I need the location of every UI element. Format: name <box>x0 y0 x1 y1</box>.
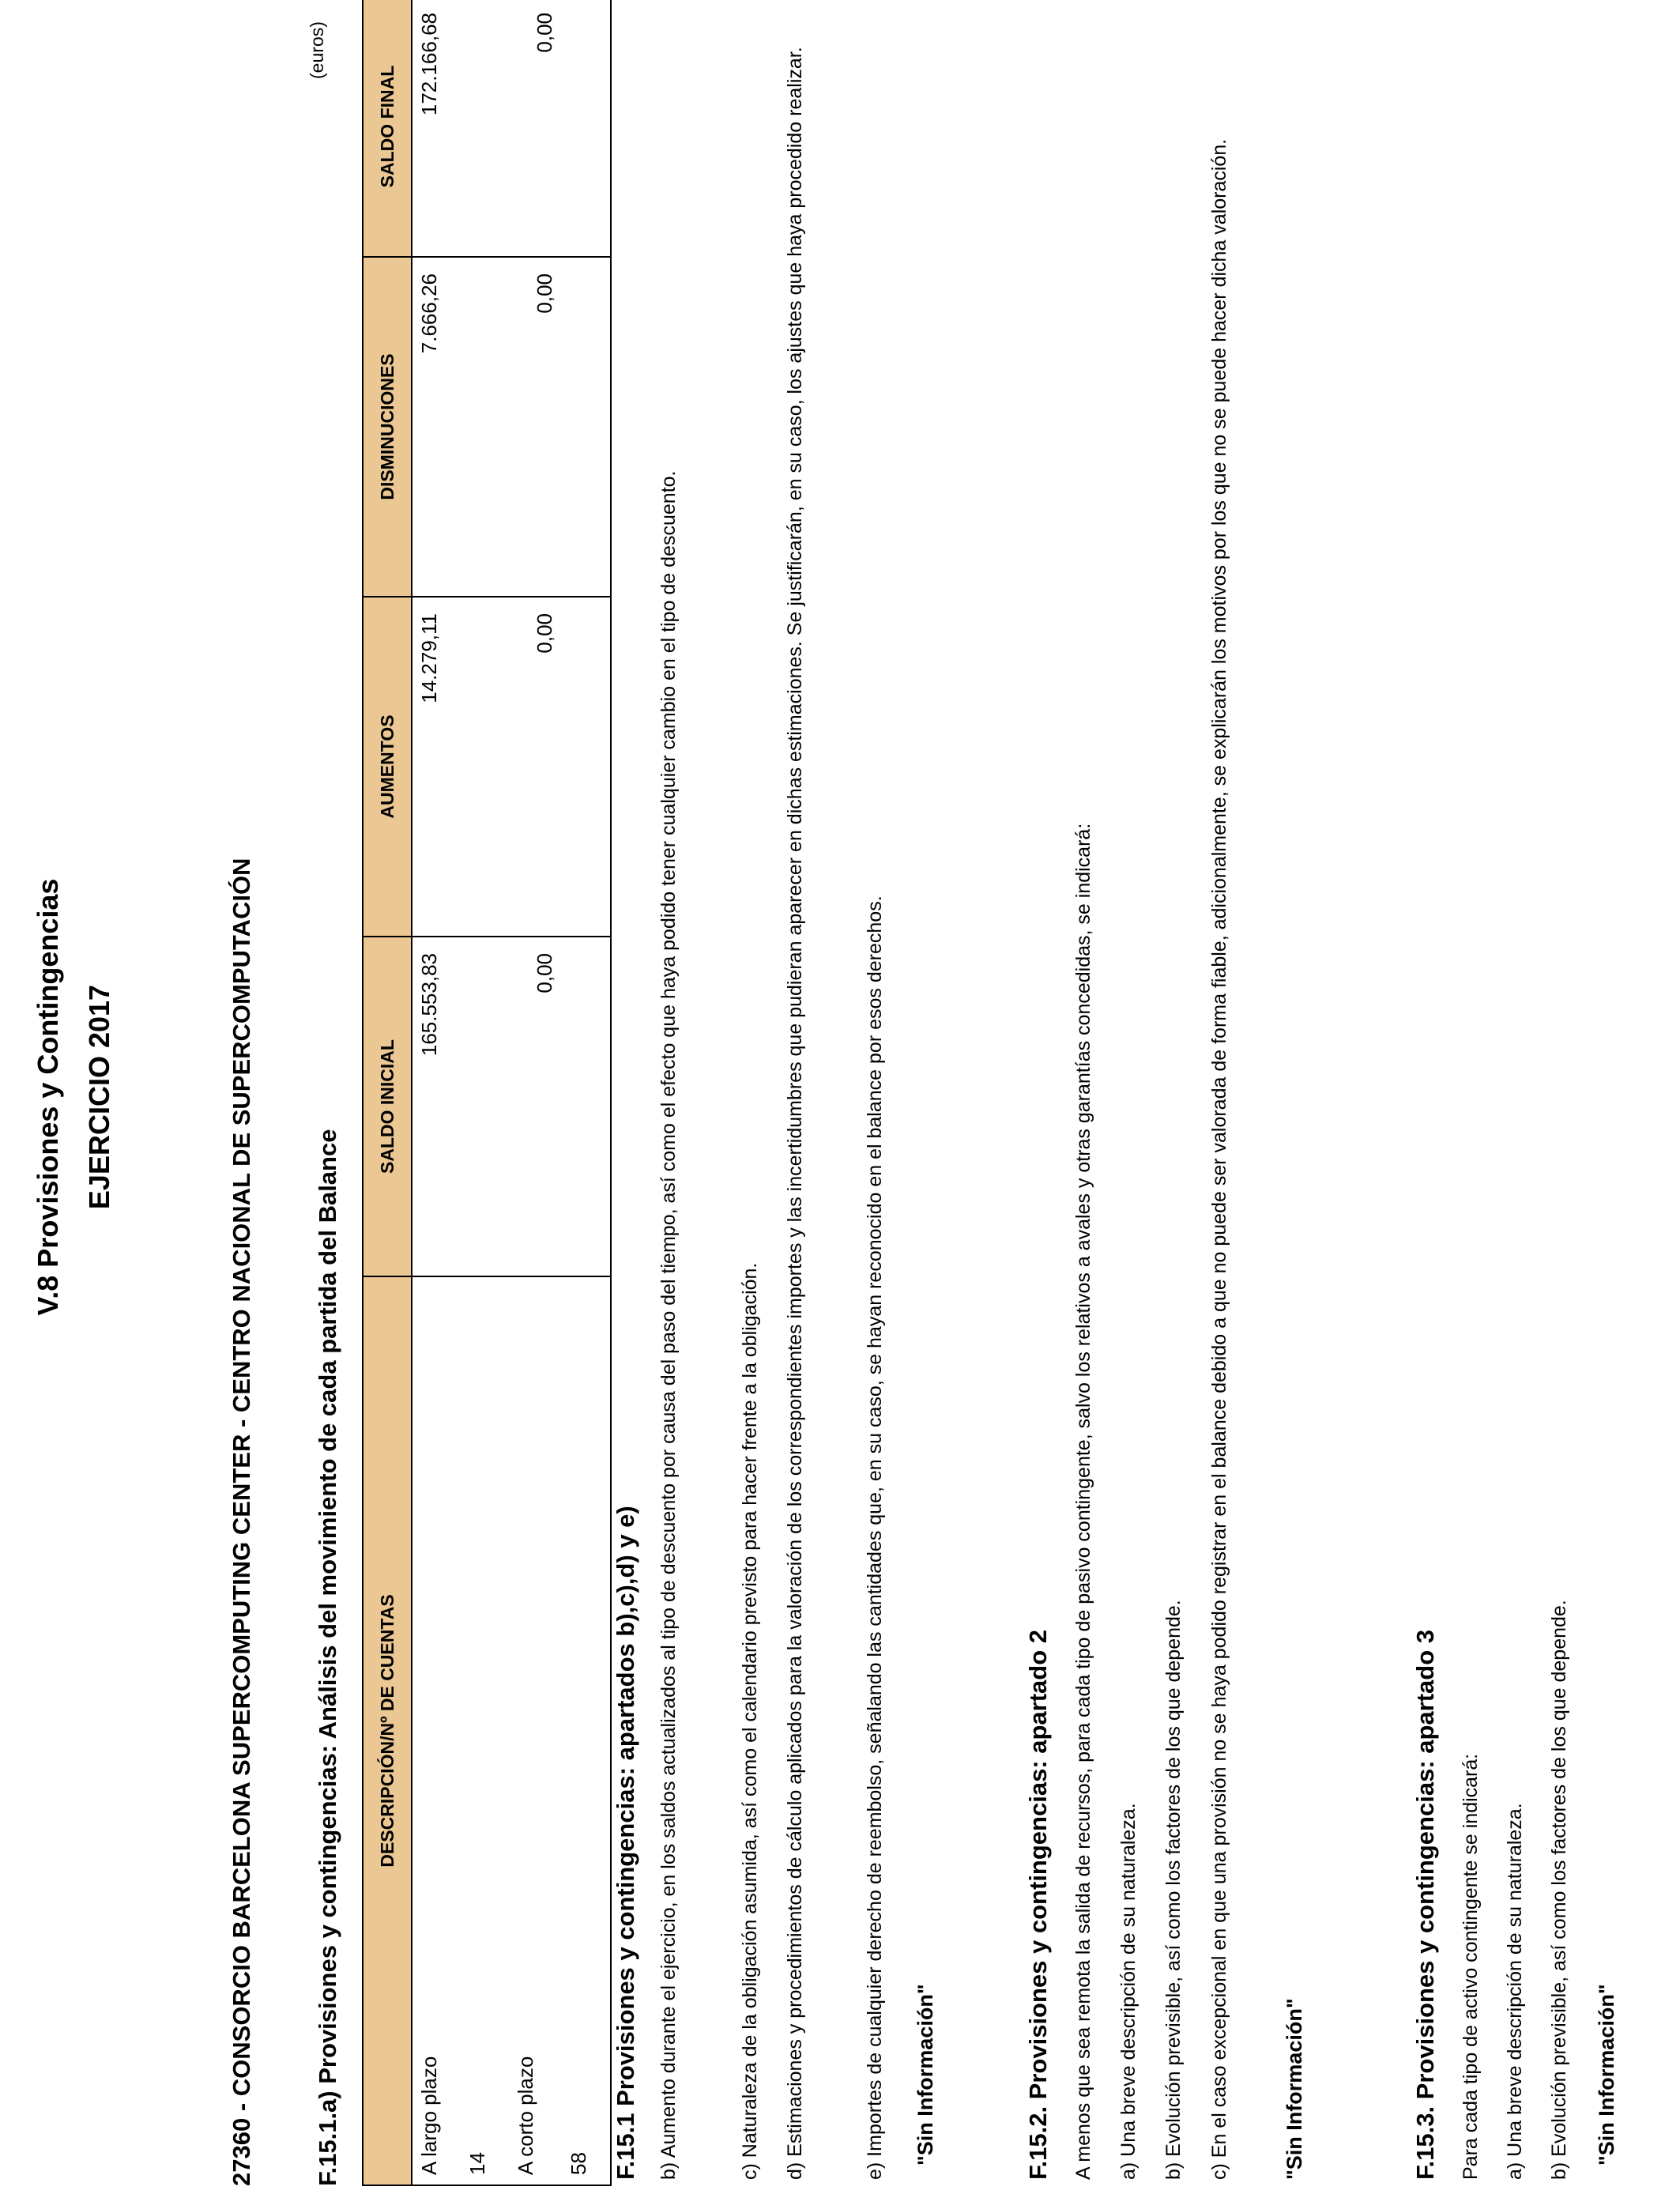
section-1-heading: F.15.1 Provisiones y contingencias: apartados b),c),d) y e) <box>612 1506 639 2180</box>
cell-saldo-inicial: 0,00 <box>509 937 562 1276</box>
cell-aumentos: 0,00 <box>509 597 562 937</box>
section-2-item-a: a) Una breve descripción de su naturaleza. <box>1117 1803 1139 2180</box>
section-1-item-e: e) Importes de cualquier derecho de reembolso, señalando las cantidades que, en su caso, se hayan reconocido en el balance por esos derechos. <box>864 895 886 2180</box>
table-row <box>509 0 562 2185</box>
section-1a-heading: F.15.1.a) Provisiones y contingencias: Análisis del movimiento de cada partida del Balance <box>314 1129 341 2186</box>
table-row-account <box>562 0 611 2185</box>
section-1-sin-informacion: "Sin Información" <box>913 1984 937 2166</box>
cell-saldo-inicial: 165.553,83 <box>412 937 461 1276</box>
page-title: V.8 Provisiones y Contingencias <box>32 878 64 1316</box>
section-3-item-b: b) Evolución previsible, así como los factores de los que depende. <box>1548 1600 1570 2180</box>
section-2-sin-informacion: "Sin Información" <box>1283 1998 1306 2180</box>
section-3-sin-informacion: "Sin Información" <box>1595 1984 1618 2166</box>
row-account-number: 14 <box>461 1276 509 2185</box>
row-account-number: 58 <box>562 1276 611 2185</box>
unit-label: (euros) <box>307 21 327 79</box>
section-1-item-d: d) Estimaciones y procedimientos de cálculo aplicados para la valoración de los correspondientes importes y las incertidumbres que pudieran aparecer en dichas estimaciones. Se justificarán, en su caso, los ajustes que haya procedido realizar. <box>784 47 806 2180</box>
table-row <box>412 0 461 2185</box>
col-header-aumentos: AUMENTOS <box>363 597 412 937</box>
cell-saldo-final: 0,00 <box>509 0 562 257</box>
section-2-item-c: c) En el caso excepcional en que una provisión no se haya podido registrar en el balance debido a que no puede ser valorada de forma fiable, adicionalmente, se explicarán los motivos por los que no se puede hacer dicha valoración. <box>1208 138 1230 2180</box>
cell-aumentos: 14.279,11 <box>412 597 461 937</box>
cell-saldo-final: 172.166,68 <box>412 0 461 257</box>
cell-disminuciones: 0,00 <box>509 257 562 597</box>
section-2-heading: F.15.2. Provisiones y contingencias: apartado 2 <box>1024 1629 1052 2180</box>
page-subtitle: EJERCICIO 2017 <box>83 984 115 1210</box>
section-3-heading: F.15.3. Provisiones y contingencias: apartado 3 <box>1411 1629 1439 2180</box>
section-1-item-b: b) Aumento durante el ejercicio, en los saldos actualizados al tipo de descuento por causa del paso del tiempo, así como el efecto que haya podido tener cualquier cambio en el tipo de descuento. <box>657 470 680 2180</box>
section-3-item-a: a) Una breve descripción de su naturaleza. <box>1504 1803 1526 2180</box>
cell-disminuciones: 7.666,26 <box>412 257 461 597</box>
col-header-disminuciones: DISMINUCIONES <box>363 257 412 597</box>
col-header-descripcion: DESCRIPCIÓN/Nº DE CUENTAS <box>363 1276 412 2185</box>
section-3-intro: Para cada tipo de activo contingente se indicará: <box>1460 1753 1482 2180</box>
entity-heading: 27360 - CONSORCIO BARCELONA SUPERCOMPUTING CENTER - CENTRO NACIONAL DE SUPERCOMPUTACIÓN <box>228 858 255 2186</box>
section-2-intro: A menos que sea remota la salida de recursos, para cada tipo de pasivo contingente, salvo los relativos a avales y otras garantías concedidas, se indicará: <box>1072 823 1094 2180</box>
table-header-row <box>363 0 412 2185</box>
provisions-table <box>362 0 612 2186</box>
col-header-saldo-inicial: SALDO INICIAL <box>363 937 412 1276</box>
table-row-account <box>461 0 509 2185</box>
row-description: A corto plazo <box>509 1276 562 2185</box>
col-header-saldo-final: SALDO FINAL <box>363 0 412 257</box>
section-2-item-b: b) Evolución previsible, así como los factores de los que depende. <box>1162 1600 1185 2180</box>
section-1-item-c: c) Naturaleza de la obligación asumida, así como el calendario previsto para hacer frente a la obligación. <box>739 1262 761 2180</box>
row-description: A largo plazo <box>412 1276 461 2185</box>
